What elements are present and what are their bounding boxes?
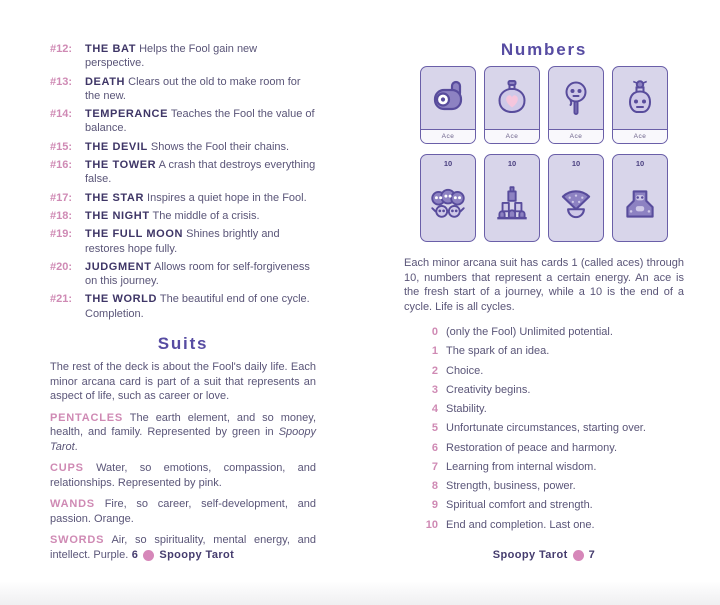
ace-of-swords-card [612,66,668,144]
number-desc: Strength, business, power. [446,480,576,493]
suit-desc: Air, so spirituality, mental energy, and intellect. Purple. [50,534,316,561]
number-desc: Spiritual comfort and strength. [446,499,593,512]
ten-of-swords-card [612,154,668,242]
skull-family-icon [421,168,475,242]
arcana-number: #19: [50,228,73,241]
number-entry [418,403,684,417]
suit-entry-wands [50,497,316,526]
number-label: 8 [431,480,438,493]
arcana-desc: Allows room for self-forgiveness on this journey. [85,260,310,288]
number-label: 10 [425,518,438,531]
arcana-desc: Teaches the Fool the value of balance. [85,108,315,135]
arcana-desc: The middle of a crisis. [152,209,260,222]
number-entry [418,365,684,379]
ace-of-cups-card [484,66,540,144]
arcana-name: TEMPERANCE [85,108,169,121]
arcana-name: THE FULL MOON [85,228,184,241]
card-rank-label: 10 [635,159,645,168]
arcana-number: #20: [50,260,73,273]
arcana-entry [50,42,316,71]
suit-name: PENTACLES [50,411,124,424]
arcana-entry [50,158,316,187]
number-label: 6 [431,441,438,454]
numbers-list [404,326,684,532]
suit-entry-pentacles [50,411,316,455]
arcana-number: #16: [50,159,73,172]
page-number: 6 [131,549,139,561]
page-bottom-shadow [0,581,720,605]
ace-of-wands-card [548,66,604,144]
number-entry [418,480,684,494]
ten-of-cups-card [484,154,540,242]
skull-lollipop-icon [549,67,603,129]
card-rank-label: Ace [485,129,539,143]
heart-potion-icon [485,67,539,129]
suit-name: SWORDS [50,534,105,547]
arcana-name: JUDGMENT [85,260,152,273]
number-desc: The spark of an idea. [446,345,550,358]
card-rank-label: 10 [443,159,453,168]
arcana-desc: A crash that destroys everything false. [85,159,316,186]
ace-cards-row [404,66,684,144]
number-label: 4 [431,403,438,416]
numbers-heading: Numbers [500,40,588,59]
number-entry [418,442,684,456]
arcana-number: #18: [50,209,73,222]
arcana-name: DEATH [85,75,126,88]
number-label: 0 [431,326,438,339]
arcana-entry [50,75,316,104]
arcana-number: #14: [50,108,73,121]
card-rank-label: Ace [421,129,475,143]
arcana-desc: Shines brightly and restores hope fully. [85,228,280,255]
book-title: Spoopy Tarot [159,549,235,561]
ten-of-pentacles-card [420,154,476,242]
number-entry [418,461,684,475]
arcana-entry [50,140,316,154]
fan-icon [549,168,603,242]
suits-heading: Suits [157,334,209,354]
arcana-desc: Inspires a quiet hope in the Fool. [147,191,307,204]
number-label: 2 [431,364,438,377]
page-number: 7 [588,549,596,561]
number-entry [418,345,684,359]
suit-desc: The earth element, and so money, health, and family. Represented by green in [50,411,316,439]
number-entry [418,422,684,436]
arcana-entry [50,227,316,256]
numbers-intro: Each minor arcana suit has cards 1 (called aces) through 10, numbers that represent a certain energy. An ace is the fresh start of a journey, while a 10 is the end of a cycle. Life is all cycles. [404,257,684,313]
number-desc: Choice. [446,364,484,377]
number-desc: Stability. [446,403,487,416]
arcana-name: THE DEVIL [85,140,148,153]
arcana-desc: Helps the Fool gain new perspective. [85,43,258,70]
card-rank-label: Ace [613,129,667,143]
number-desc: Restoration of peace and harmony. [446,441,618,454]
arcana-entry [50,107,316,136]
page-dot-icon [143,550,154,561]
number-label: 1 [431,345,438,358]
book-title-italic: Spoopy Tarot [50,426,316,453]
number-desc: (only the Fool) Unlimited potential. [446,326,613,339]
right-page-footer [404,549,684,561]
left-page [50,42,316,569]
number-desc: Unfortunate circumstances, starting over. [446,422,646,435]
suit-desc: Water, so emotions, compassion, and relationships. Represented by pink. [50,462,317,489]
ten-of-wands-card [548,154,604,242]
right-page [404,40,684,538]
number-entry [418,519,684,533]
book-title: Spoopy Tarot [492,549,568,561]
arcana-desc: Clears out the old to make room for the new. [85,75,301,102]
number-label: 3 [431,383,438,396]
suit-name: CUPS [50,462,84,475]
suit-desc: Fire, so career, self-development, and passion. Orange. [50,498,316,525]
number-label: 5 [431,422,438,435]
arcana-name: THE NIGHT [85,209,150,222]
skull-flask-icon [613,67,667,129]
arcana-desc: The beautiful end of one cycle. Completion. [85,293,310,320]
suit-name: WANDS [50,498,95,511]
number-entry [418,499,684,513]
arcana-name: THE TOWER [85,159,157,172]
paw-coin-icon [421,67,475,129]
arcana-entry [50,191,316,205]
arcana-number: #12: [50,43,73,55]
arcana-name: THE WORLD [85,293,158,306]
arcana-desc: Shows the Fool their chains. [150,140,290,153]
suits-intro: The rest of the deck is about the Fool's daily life. Each minor arcana card is part of a suit that represents an aspect of life, such as career or love. [50,361,316,403]
card-rank-label: 10 [507,159,517,168]
arcana-number: #13: [50,75,73,88]
arcana-entry [50,292,316,321]
bottle-castle-icon [485,168,539,242]
arcana-number: #15: [50,140,73,153]
arcana-name: THE STAR [85,191,144,204]
number-label: 7 [431,460,438,473]
number-entry [418,384,684,398]
arcana-number: #21: [50,293,73,306]
card-rank-label: 10 [571,159,581,168]
number-desc: End and completion. Last one. [446,518,595,531]
ace-of-pentacles-card [420,66,476,144]
number-desc: Learning from internal wisdom. [446,460,597,473]
arcana-name: THE BAT [85,43,137,55]
number-entry [418,326,684,340]
card-rank-label: Ace [549,129,603,143]
ten-cards-row [404,154,684,242]
page-dot-icon [573,550,584,561]
number-desc: Creativity begins. [446,383,531,396]
suit-entry-cups [50,461,316,490]
arcana-entry [50,209,316,223]
skull-gate-icon [613,168,667,242]
arcana-number: #17: [50,191,73,204]
arcana-entry [50,260,316,289]
suit-desc-end: . [74,440,78,453]
left-page-footer [50,549,316,561]
number-label: 9 [431,499,438,512]
